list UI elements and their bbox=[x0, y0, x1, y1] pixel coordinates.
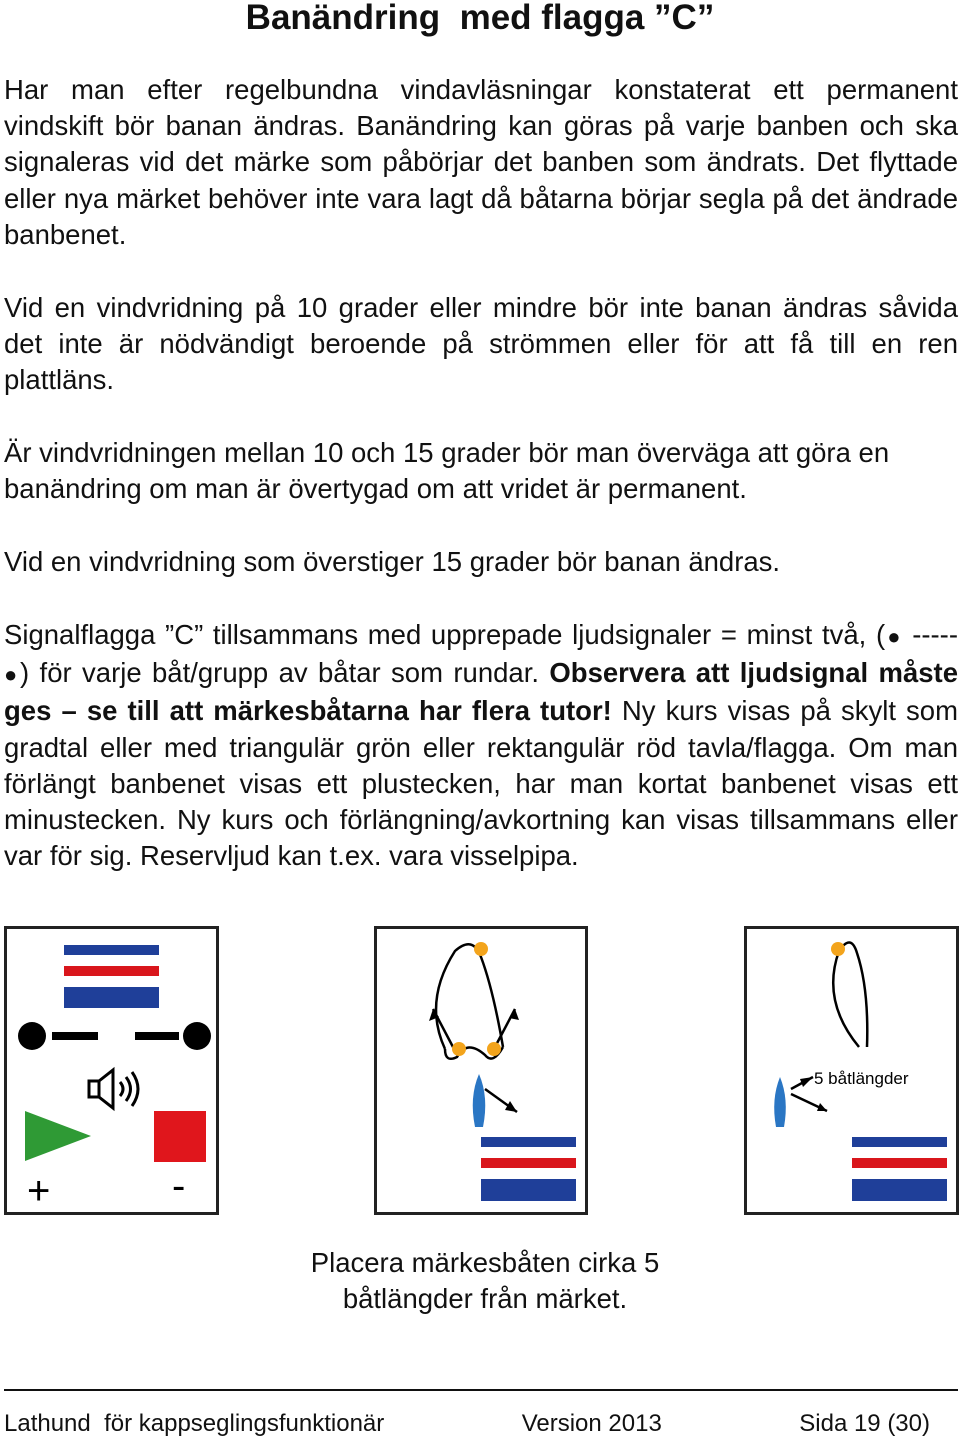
sound-signal-pattern bbox=[18, 1022, 211, 1050]
dash-symbol: ----- bbox=[902, 619, 958, 650]
paragraph-signal-flag bbox=[4, 617, 958, 874]
boat-icon bbox=[473, 1074, 486, 1127]
signal-text-end: Ny kurs visas på skylt som gradtal eller med triangulär grön eller rektangulär röd tavla/flagga. Om man förlängt banbenet visas ett plustecken, har man kortat banbenet visas ett minustecken. Ny kurs och förlängning/avkortning kan visas tillsammans eller var för sig. Reservljud kan t.ex. vara visselpipa. bbox=[4, 695, 958, 872]
paragraph-10-15-degrees: Är vindvridningen mellan 10 och 15 grader bör man överväga att göra en banändring om man är övertygad om att vridet är permanent. bbox=[4, 437, 890, 505]
mark-buoy-icon bbox=[452, 1042, 466, 1056]
page-title: Banändring med flagga ”C” bbox=[245, 0, 715, 37]
flag-c-icon bbox=[852, 1137, 947, 1201]
footer-version: Version 2013 bbox=[521, 1410, 662, 1437]
signal-text-mid: ) för varje båt/grupp av båtar som rundar. bbox=[20, 657, 550, 689]
mark-buoy-icon bbox=[474, 942, 488, 956]
red-square-icon bbox=[154, 1111, 206, 1162]
dot-symbol: ● bbox=[885, 624, 903, 649]
distance-label: 5 båtlängder bbox=[814, 1069, 909, 1088]
footer-page-number: Sida 19 (30) bbox=[799, 1410, 930, 1437]
footer-divider bbox=[4, 1389, 958, 1391]
flag-c-icon bbox=[481, 1137, 576, 1201]
mark-buoy-icon bbox=[487, 1042, 501, 1056]
flag-c-icon bbox=[64, 945, 159, 1008]
footer-publication: Lathund för kappseglingsfunktionär bbox=[4, 1410, 385, 1437]
paragraph-15-degrees: Vid en vindvridning som överstiger 15 grader bör banan ändras. bbox=[4, 546, 781, 577]
figure-caption: Placera märkesbåten cirka 5 båtlängder från märket. bbox=[310, 1247, 660, 1314]
minus-sign: - bbox=[172, 1164, 186, 1208]
dot-icon bbox=[183, 1022, 211, 1050]
speaker-icon bbox=[89, 1070, 138, 1108]
plus-sign: + bbox=[27, 1169, 51, 1212]
paragraph-course-change: Har man efter regelbundna vindavläsningar konstaterat ett permanent vindskift bör banan ändras. Banändring kan göras på varje banben och ska signaleras vid det märke som påbörjar det banben som ändrats. Det flyttade eller nya märket behöver inte vara lagt då båtarna börjar segla på det ändrade banbenet. bbox=[4, 74, 958, 250]
dot-icon bbox=[18, 1022, 46, 1050]
boat-icon bbox=[774, 1077, 786, 1127]
paragraph-10-degrees: Vid en vindvridning på 10 grader eller mindre bör inte banan ändras såvida det inte är nödvändigt beroende på strömmen eller för att få till en ren plattläns. bbox=[4, 292, 958, 396]
mark-buoy-icon bbox=[831, 942, 845, 956]
dash-icon bbox=[135, 1032, 179, 1040]
page-footer bbox=[4, 1410, 930, 1438]
signal-warning: Observera att ljudsignal måste ges – se till att märkesbåtarna har flera tutor! bbox=[4, 657, 958, 727]
signal-panel bbox=[4, 926, 219, 1215]
course-diagram-marks bbox=[374, 926, 588, 1215]
green-triangle-icon bbox=[25, 1111, 91, 1161]
signal-text-start: Signalflagga ”C” tillsammans med upprepade ljudsignaler = minst två, ( bbox=[4, 619, 886, 650]
course-diagram-distance bbox=[744, 926, 959, 1215]
dash-icon bbox=[52, 1032, 98, 1040]
dot-symbol: ● bbox=[4, 662, 21, 688]
